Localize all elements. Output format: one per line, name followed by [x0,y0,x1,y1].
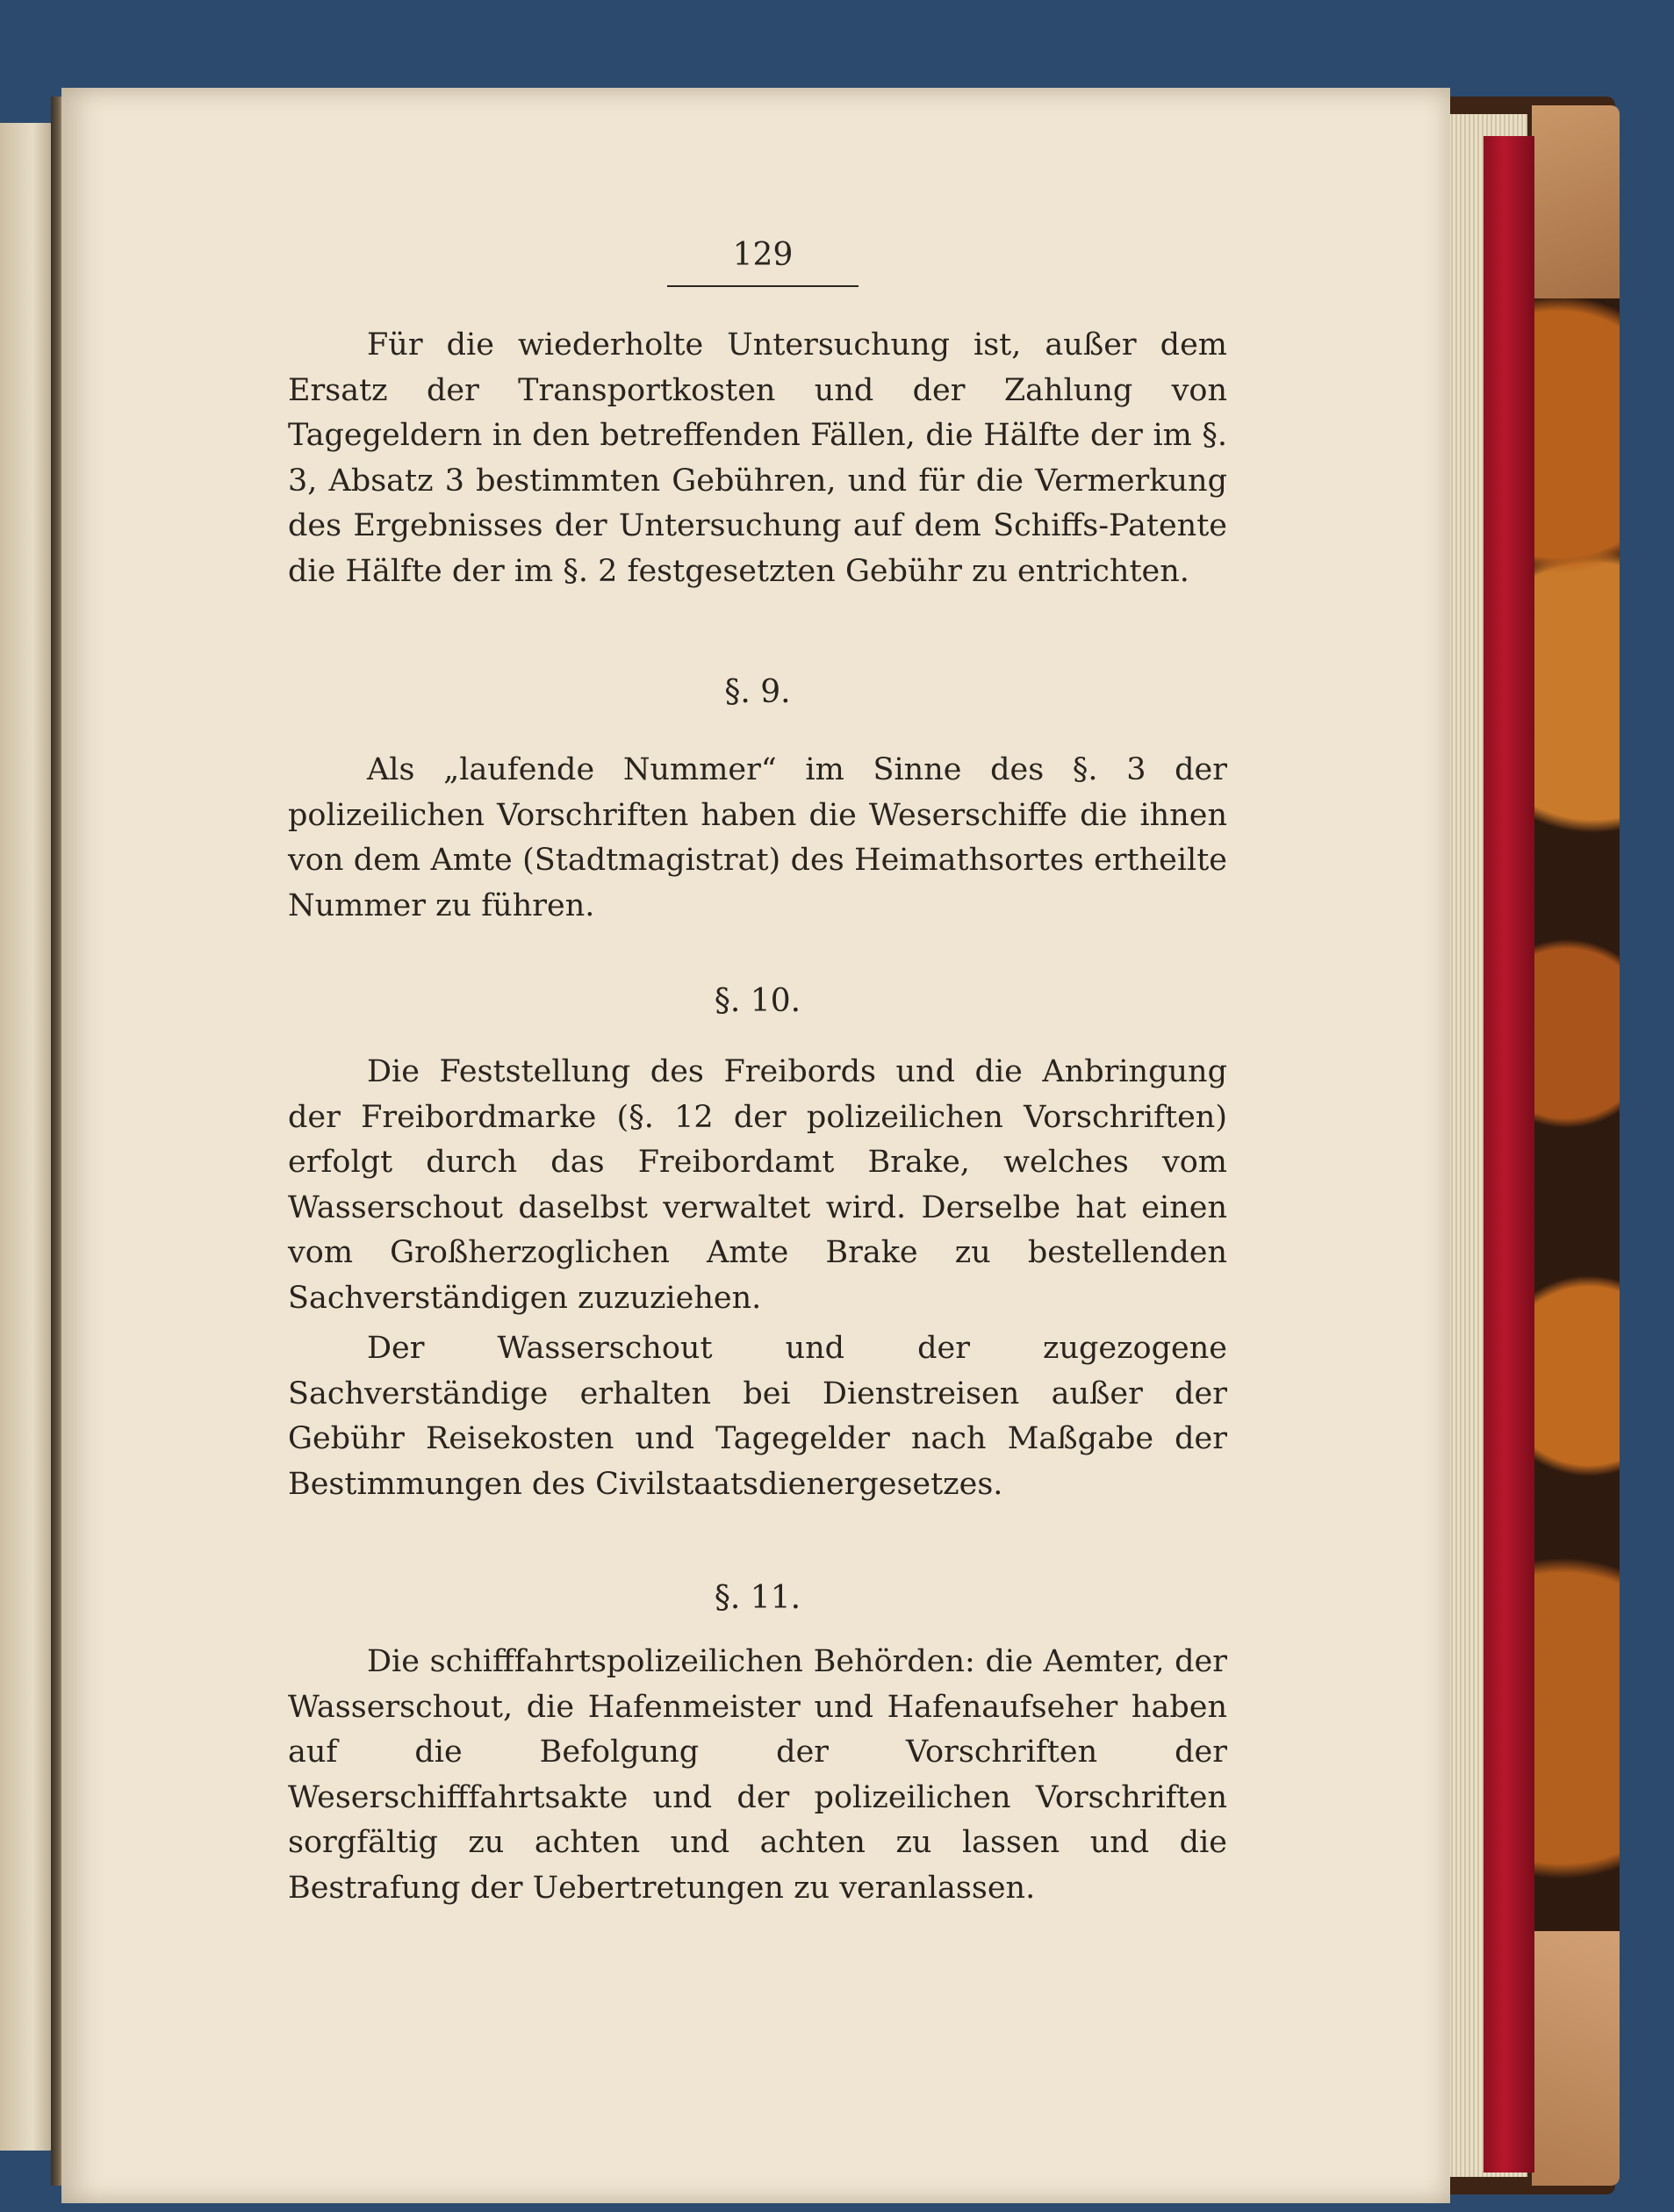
section-10-text-2: Der Wasserschout und der zugezogene Sachverständige erhalten bei Dienstreisen außer der Gebühr Reisekosten und Tagegelder nach Maßgabe der Bestimmungen des Civilstaatsdienergesetzes. [288,1331,1227,1502]
left-page-edge [0,123,54,2151]
red-page-edge [1484,136,1534,2172]
section-10-text-1: Die Feststellung des Freibords und die Anbringung der Freibordmarke (§. 12 der polizeilichen Vorschriften) erfolgt durch das Freibordamt Brake, welches vom Wasserschout daselbst verwaltet wird. Derselbe hat einen vom Großherzoglichen Amte Brake zu bestellenden Sachverständigen zuzuziehen. [288,1054,1227,1316]
section-11-text: Die schifffahrtspolizeilichen Behörden: die Aemter, der Wasserschout, die Hafenmeister und Hafenaufseher haben auf die Befolgung der Vorschriften der Weserschifffahrtsakte und der polizeilichen Vorschriften sorgfältig zu achten und achten zu lassen und die Bestrafung der Uebertretungen zu veranlassen. [288,1644,1227,1906]
page-number: 129 [667,237,859,287]
section-11-body [288,1640,1227,1911]
paragraph-continued [288,323,1227,594]
section-9-text: Als „laufende Nummer“ im Sinne des §. 3 der polizeilichen Vorschriften haben die Weserschiffe die ihnen von dem Amte (Stadtmagistrat) des Heimathsortes ertheilte Nummer zu führen. [288,752,1227,923]
section-9-heading: §. 9. [724,674,791,710]
marbled-cover [1532,263,1620,1975]
section-9-body [288,748,1227,929]
leather-corner-bottom [1532,1931,1620,2186]
paragraph-text: Für die wiederholte Untersuchung ist, außer dem Ersatz der Transportkosten und der Zahlung von Tagegeldern in den betreffenden Fällen, die Hälfte der im §. 3, Absatz 3 bestimmten Gebühren, und für die Vermerkung des Ergebnisses der Untersuchung auf dem Schiffs-Patente die Hälfte der im §. 2 festgesetzten Gebühr zu entrichten. [288,327,1227,589]
book-page [61,88,1450,2203]
leather-corner-top [1532,105,1620,298]
section-11-heading: §. 11. [714,1580,801,1616]
section-10-heading: §. 10. [714,983,801,1019]
section-10-body [288,1050,1227,1507]
